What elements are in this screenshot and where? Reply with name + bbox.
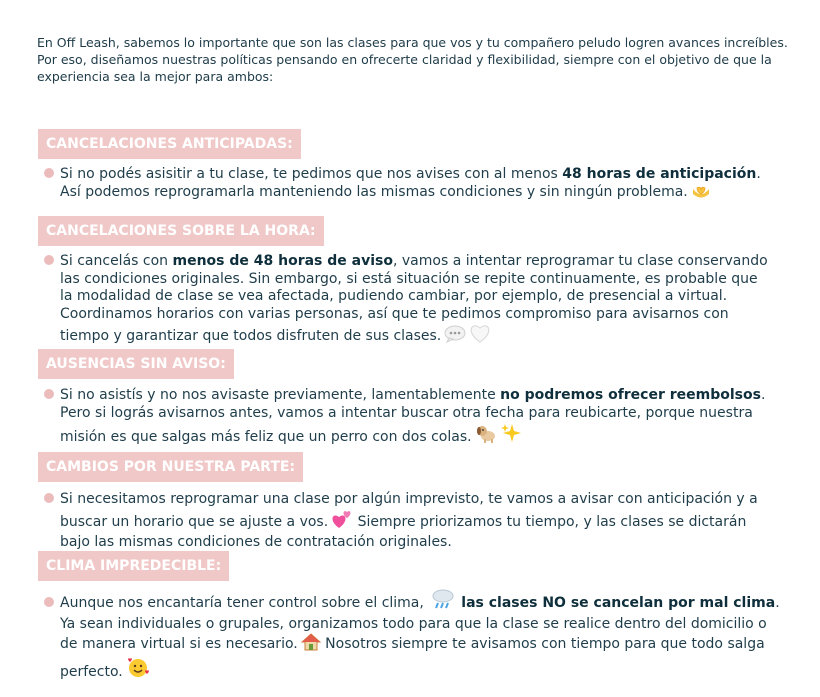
section-title-cancelaciones-anticipadas: CANCELACIONES ANTICIPADAS: [38,129,301,159]
two-hearts-icon [331,509,353,535]
speech-bubble-icon [444,325,466,349]
house-icon [301,633,321,657]
bullet-dot [44,389,54,399]
bullet-dot [44,493,54,503]
bullet-dot [44,597,54,607]
bullet-dot [44,255,54,265]
section-body-cambios-por-nuestra-parte: Si necesitamos reprogramar una clase por algún imprevisto, te vamos a avisar con anticipación y a buscar un horario que se ajuste a vos. Siempre priorizamos tu tiempo, y las clases se dictarán bajo las mismas condiciones de contratación originales. [44,491,794,552]
smiling-hearts-face-icon [126,657,150,685]
sparkles-icon [500,422,522,450]
section-title-ausencias-sin-aviso: AUSENCIAS SIN AVISO: [38,349,234,379]
section-body-cancelaciones-sobre-la-hora: Si cancelás con menos de 48 horas de aviso, vamos a intentar reprogramar tu clase conservando las condiciones originales. Sin embargo, si está situación se repite continuamente, es probable que la modalidad de clase se vea afectada, pudiendo cambiar, por ejemplo, de presencial a virtual. Coordinamos horarios con varias personas, así que te pedimos compromiso para avisarnos con tiempo y garantizar que todos disfruten de sus clases. [44,253,794,349]
white-heart-icon [469,323,491,349]
section-body-cancelaciones-anticipadas: Si no podés asisitir a tu clase, te pedimos que nos avises con al menos 48 horas de anticipación. Así podemos reprogramarla manteniendo las mismas condiciones y sin ningún problema. [44,166,794,204]
section-title-cancelaciones-sobre-la-hora: CANCELACIONES SOBRE LA HORA: [38,216,324,246]
section-body-ausencias-sin-aviso: Si no asistís y no nos avisaste previamente, lamentablemente no podremos ofrecer reembolsos. Pero si lográs avisarnos antes, vamos a intentar buscar otra fecha para reubicarte, porque nuestra misión es que salgas más feliz que un perro con dos colas. [44,387,794,450]
heart-hands-icon [691,185,711,205]
section-title-cambios-por-nuestra-parte: CAMBIOS POR NUESTRA PARTE: [38,452,303,482]
section-title-clima-impredecible: CLIMA IMPREDECIBLE: [38,551,229,581]
bullet-dot [44,168,54,178]
rain-cloud-icon [431,588,455,616]
section-body-clima-impredecible: Aunque nos encantaría tener control sobre el clima, las clases NO se cancelan por mal clima. Ya sean individuales o grupales, organizamos todo para que la clase se realice dentro del domicilio o de manera virtual si es necesario. Nosotros siempre te avisamos con tiempo para que todo salga perfecto. [44,588,794,684]
intro-text: En Off Leash, sabemos lo importante que son las clases para que vos y tu compañero peludo logren avances increíbles. Por eso, diseñamos nuestras políticas pensando en ofrecerte claridad y flexibilidad, siempre con el objetivo de que la experiencia sea la mejor para ambos: [37,35,788,84]
dog-icon [475,424,497,450]
